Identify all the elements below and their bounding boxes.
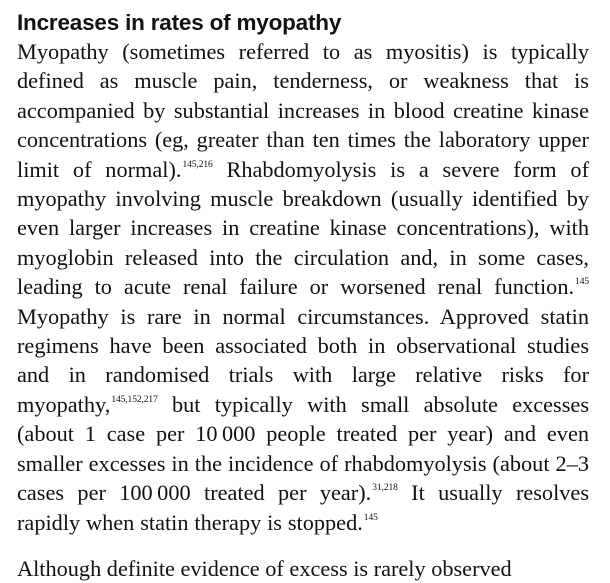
section-heading: Increases in rates of myopathy xyxy=(17,10,342,35)
citation-ref-1[interactable]: 145,216 xyxy=(182,159,213,170)
body-paragraph xyxy=(17,37,589,537)
paragraph-text-5: It usually resolves rapidly when statin therapy is stopped. xyxy=(17,480,590,535)
paragraph-text-4: but typically with small absolute excesses (about 1 case per 10 000 people treated per year) and even smaller excesses in the incidence of rhabdomyolysis (about 2–3 cases per 100 000 treated per year). xyxy=(17,391,589,506)
cut-off-next-line-text: Although definite evidence of excess is rarely observed xyxy=(17,556,512,581)
paragraph-text-2: Rhabdomyolysis is a severe form of myopathy involving muscle breakdown (usually identified by even larger increases in creatine kinase concentrations), with myoglobin released into the circulation and, in some cases, leading to acute renal failure or worsened renal function. xyxy=(17,156,589,300)
citation-ref-3[interactable]: 145,152,217 xyxy=(111,394,158,405)
citation-ref-2[interactable]: 145 xyxy=(575,277,589,288)
article-section xyxy=(17,8,589,537)
citation-ref-4[interactable]: 31,218 xyxy=(372,483,398,494)
paragraph-text-3: Myopathy is rare in normal circumstances. Approved statin regimens have been associated both in observational studies and in randomised trials with large relative risks for myopathy, xyxy=(17,303,589,417)
paragraph-text-1: Myopathy (sometimes referred to as myositis) is typically defined as muscle pain, tenderness, or weakness that is accompanied by substantial increases in blood creatine kinase concentrations (eg, greater than ten times the laboratory upper limit of normal). xyxy=(17,39,589,182)
citation-ref-5[interactable]: 145 xyxy=(363,512,378,523)
cut-off-next-line xyxy=(17,556,589,581)
